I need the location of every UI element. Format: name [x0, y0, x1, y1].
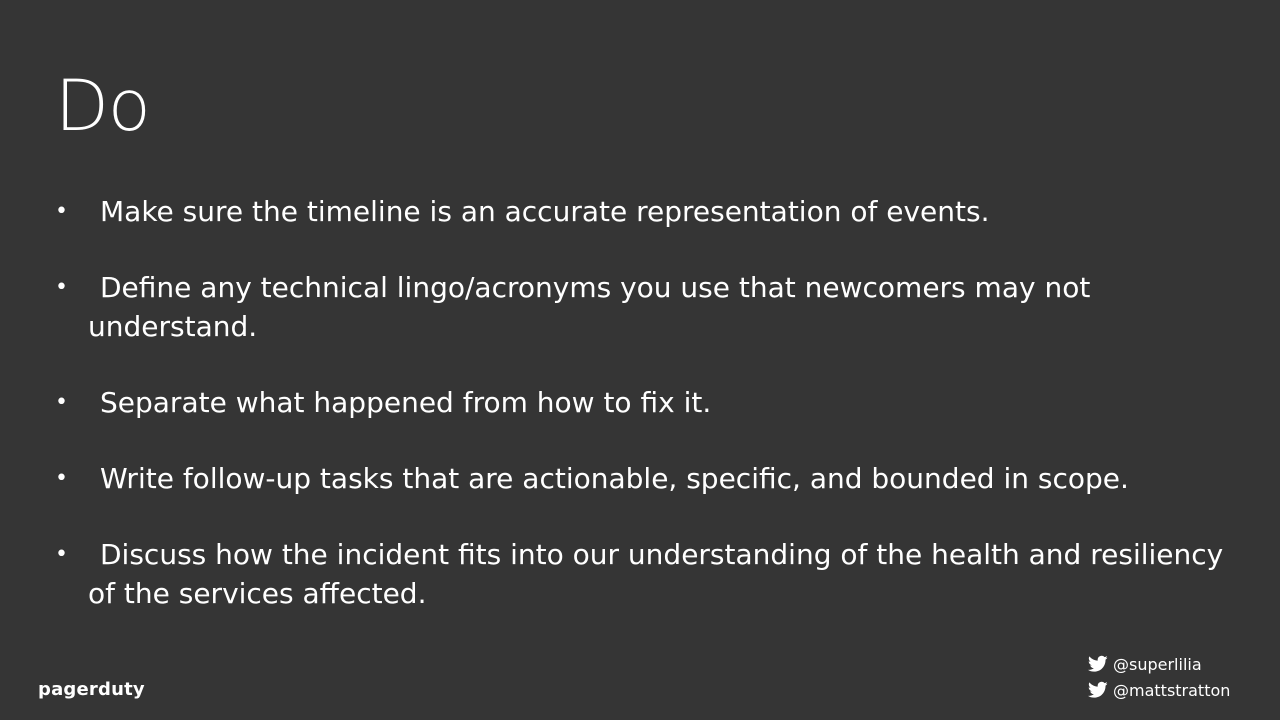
- bullet-dot: •: [55, 199, 68, 224]
- bullet-text: Define any technical lingo/acronyms you use that newcomers may not understand.: [88, 271, 1091, 343]
- bullet-text: Separate what happened from how to fix it.: [100, 386, 712, 419]
- social-handles: [1088, 652, 1230, 704]
- pagerduty-logo: pagerduty: [38, 679, 145, 700]
- handle-text: @mattstratton: [1113, 680, 1231, 700]
- bullet-item: [55, 383, 1225, 422]
- bullet-item: [55, 268, 1225, 346]
- bullet-dot: •: [55, 275, 68, 300]
- twitter-handle: [1088, 678, 1230, 702]
- bullet-dot: •: [55, 466, 68, 491]
- twitter-bird-icon: [1088, 681, 1108, 699]
- twitter-bird-icon: [1088, 655, 1108, 673]
- twitter-handle: [1088, 652, 1230, 676]
- bullet-text: Write follow-up tasks that are actionable, specific, and bounded in scope.: [100, 462, 1129, 495]
- bullet-text: Make sure the timeline is an accurate representation of events.: [100, 195, 990, 228]
- handle-text: @superlilia: [1113, 654, 1202, 674]
- bullet-item: [55, 192, 1225, 231]
- slide-title: Do: [55, 65, 150, 147]
- bullet-item: [55, 459, 1225, 498]
- bullet-dot: •: [55, 542, 68, 567]
- bullet-text: Discuss how the incident fits into our understanding of the health and resiliency of the services affected.: [88, 538, 1224, 610]
- bullet-dot: •: [55, 390, 68, 415]
- bullet-item: [55, 535, 1225, 613]
- bullet-list: [55, 192, 1225, 650]
